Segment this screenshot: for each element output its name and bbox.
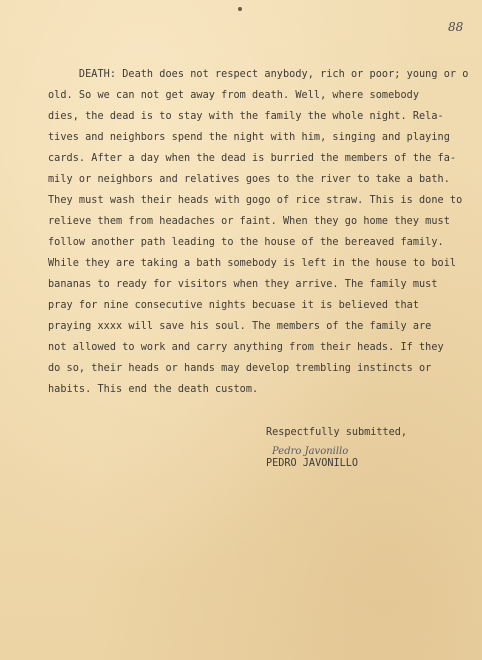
- body-line: While they are taking a bath somebody is left in the house to boil: [48, 258, 457, 269]
- body-line: pray for nine consecutive nights becuase it is believed that: [48, 300, 420, 311]
- body-line: They must wash their heads with gogo of rice straw. This is done to: [48, 195, 463, 206]
- body-line: not allowed to work and carry anything from their heads. If they: [48, 342, 444, 353]
- body-line: bananas to ready for visitors when they arrive. The family must: [48, 279, 438, 290]
- body-line: DEATH: Death does not respect anybody, rich or poor; young or o: [48, 69, 469, 80]
- body-line: mily or neighbors and relatives goes to the river to take a bath.: [48, 174, 450, 185]
- page-number: 88: [448, 20, 464, 34]
- body-line: relieve them from headaches or faint. When they go home they must: [48, 216, 450, 227]
- body-line: tives and neighbors spend the night with him, singing and playing: [48, 132, 450, 143]
- body-line: dies, the dead is to stay with the family the whole night. Rela-: [48, 111, 444, 122]
- body-line: do so, their heads or hands may develop trembling instincts or: [48, 363, 432, 374]
- body-line: praying xxxx will save his soul. The members of the family are: [48, 321, 432, 332]
- body-line: old. So we can not get away from death. Well, where somebody: [48, 90, 420, 101]
- typed-signature-name: PEDRO JAVONILLO: [266, 458, 359, 469]
- body-line: habits. This end the death custom.: [48, 384, 259, 395]
- document-body: [48, 64, 482, 400]
- body-line: follow another path leading to the house of the bereaved family.: [48, 237, 444, 248]
- body-line: cards. After a day when the dead is burried the members of the fa-: [48, 153, 457, 164]
- signature-block: [266, 426, 466, 470]
- handwritten-signature: Pedro Javonillo: [272, 446, 349, 457]
- binding-hole-mark: [238, 7, 242, 11]
- closing-line: Respectfully submitted,: [266, 427, 408, 438]
